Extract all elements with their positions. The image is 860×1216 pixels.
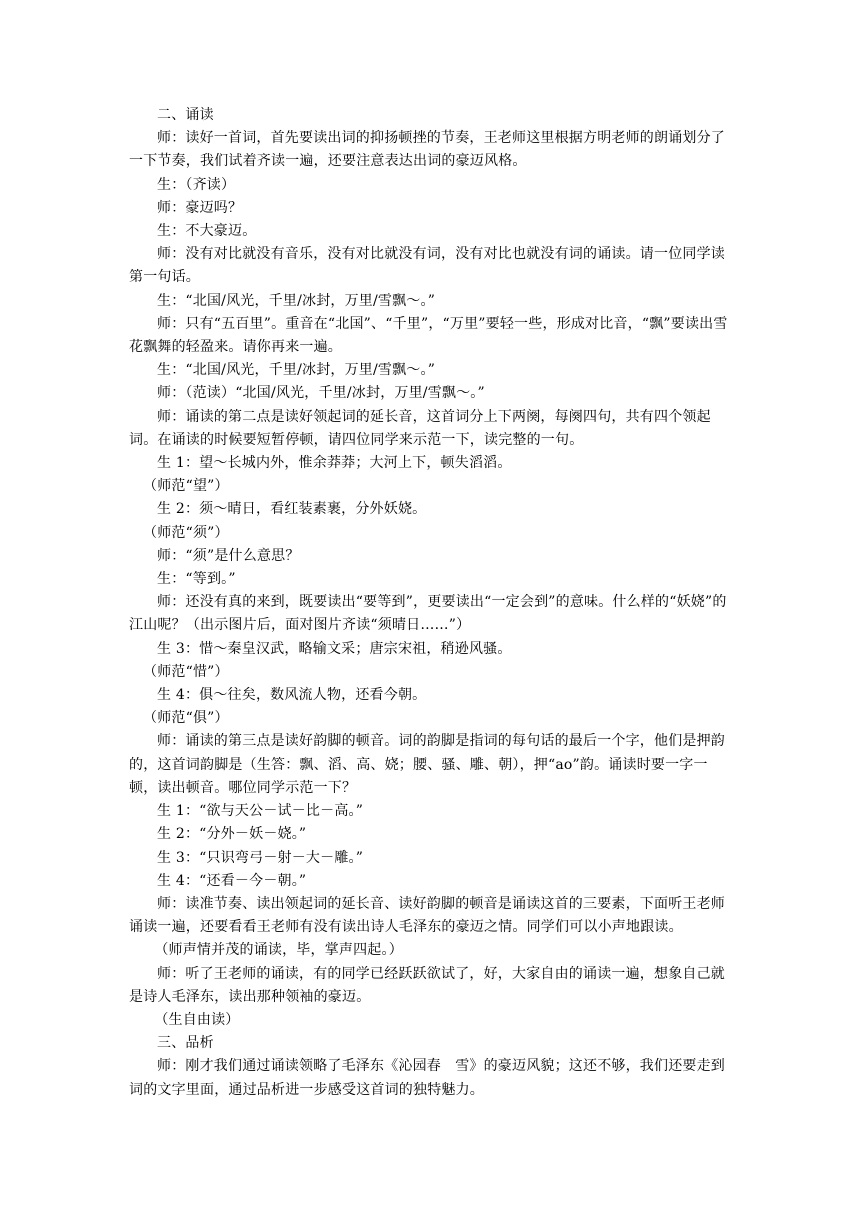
paragraph: 师：还没有真的来到，既要读出“要等到”，更要读出“一定会到”的意味。什么样的“妖娆”的江山呢？（出示图片后，面对图片齐读“须晴日……”）: [129, 594, 727, 634]
paragraph: 生 3：惜～秦皇汉武，略输文采；唐宗宋祖，稍逊风骚。: [157, 640, 512, 657]
paragraph: （生自由读）: [145, 1011, 240, 1028]
paragraph: 师：没有对比就没有音乐，没有对比就没有词，没有对比也就没有词的诵读。请一位同学读第一句话。: [129, 246, 725, 286]
paragraph: 生 2：须～晴日，看红装素裹，分外妖娆。: [157, 501, 427, 518]
paragraph: 生 4：俱～往矣，数风流人物，还看今朝。: [157, 687, 427, 704]
paragraph: 师：听了王老师的诵读，有的同学已经跃跃欲试了，好，大家自由的诵读一遍，想象自己就是诗人毛泽东，读出那种领袖的豪迈。: [129, 965, 725, 1005]
paragraph: 生 2：“分外－妖－娆。”: [157, 826, 307, 843]
paragraph: 生：不大豪迈。: [157, 223, 257, 240]
paragraph: 师：“须”是什么意思？: [157, 547, 300, 564]
paragraph: （师声情并茂的诵读，毕，掌声四起。）: [145, 942, 403, 959]
paragraph: 生：“北国/风光，千里/冰封，万里/雪飘～。”: [157, 292, 436, 309]
paragraph: 生：“北国/风光，千里/冰封，万里/雪飘～。”: [157, 362, 436, 379]
paragraph: 师：读准节奏、读出领起词的延长音、读好韵脚的顿音是诵读这首的三要素，下面听王老师诵读一遍，还要看看王老师有没有读出诗人毛泽东的豪迈之情。同学们可以小声地跟读。: [129, 895, 725, 936]
paragraph: 生 4：“还看－今－朝。”: [157, 872, 307, 889]
paragraph: （师范“俱”）: [143, 710, 229, 727]
paragraph: （师范“望”）: [143, 478, 229, 495]
paragraph: 生：“等到。”: [157, 571, 236, 588]
paragraph: 师：刚才我们通过诵读领略了毛泽东《沁园春 雪》的豪迈风貌；这还不够，我们还要走到词的文字里面，通过品析进一步感受这首词的独特魅力。: [129, 1058, 725, 1098]
paragraph: 生 1：“欲与天公－试－比－高。”: [157, 803, 364, 820]
paragraph: 师：（范读）“北国/风光，千里/冰封，万里/雪飘～。”: [157, 385, 485, 402]
paragraph: 师：只有“五百里”。重音在“北国”、“千里”，“万里”要轻一些，形成对比音，“飘”要读出雪花飘舞的轻盈来。请你再来一遍。: [129, 315, 728, 356]
paragraph: 三、品析: [157, 1035, 214, 1052]
paragraph: 师：诵读的第三点是读好韵脚的顿音。词的韵脚是指词的每句话的最后一个字，他们是押韵的，这首词韵脚是（生答：飘、滔、高、娆；腰、骚、雕、朝），押“ao”韵。诵读时要一字一顿，读出顿音。哪位同学示范一下？: [129, 733, 725, 796]
paragraph: 二、诵读: [157, 107, 214, 123]
paragraph: 师：诵读的第二点是读好领起词的延长音，这首词分上下两阕，每阕四句，共有四个领起词。在诵读的时候要短暂停顿，请四位同学来示范一下，读完整的一句。: [129, 408, 711, 448]
paragraph: 师：读好一首词，首先要读出词的抑扬顿挫的节奏，王老师这里根据方明老师的朗诵划分了一下节奏，我们试着齐读一遍，还要注意表达出词的豪迈风格。: [129, 130, 725, 170]
paragraph: （师范“须”）: [143, 524, 229, 541]
document-page: [129, 104, 731, 1102]
paragraph: （师范“惜”）: [143, 663, 229, 680]
paragraph: 生 1：望～长城内外，惟余莽莽；大河上下，顿失滔滔。: [157, 455, 512, 472]
paragraph: 生：（齐读）: [157, 176, 236, 193]
paragraph: 生 3：“只识弯弓－射－大－雕。”: [157, 849, 364, 866]
paragraph: 师：豪迈吗？: [157, 199, 243, 216]
